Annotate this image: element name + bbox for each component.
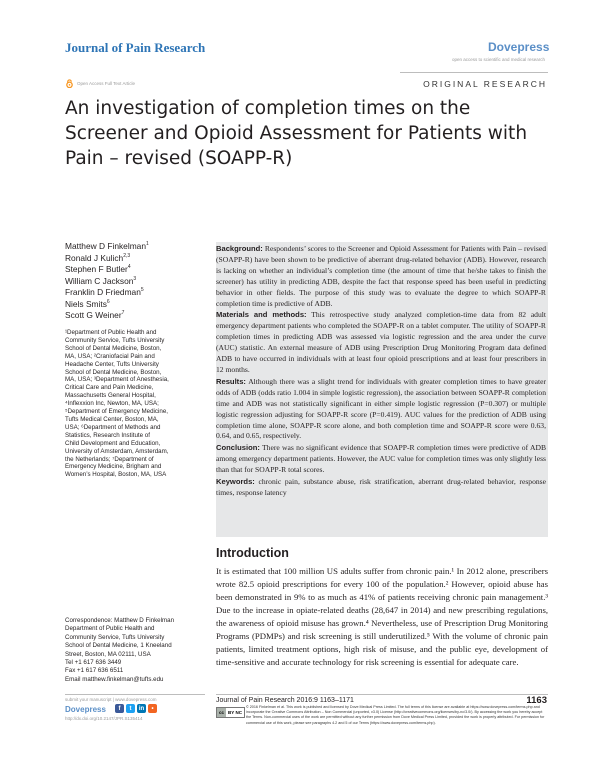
cc-icon: cc	[218, 710, 224, 715]
author-affiliation-marker: 2,3	[123, 252, 131, 259]
rss-icon[interactable]: •	[148, 704, 157, 713]
author-affiliation-marker: 5	[140, 287, 144, 294]
header-rule	[400, 72, 548, 73]
correspondence-line: Tel +1 617 636 3449	[65, 659, 122, 667]
open-access-lock-icon	[65, 79, 74, 88]
affiliation-line: MA, USA; ³Department of Anesthesia,	[65, 376, 169, 384]
author-affiliation-marker: 1	[146, 241, 149, 248]
keywords-text: chronic pain, substance abuse, risk stratification, aberrant drug-related behavior, response times, response latency	[216, 477, 546, 497]
footer-dovepress-logo: Dovepress	[65, 705, 106, 714]
submit-manuscript-link[interactable]: submit your manuscript | www.dovepress.com	[65, 697, 157, 702]
conclusion-text: There was no significant evidence that SOAPP-R completion times were predictive of ADB among emergency department patients. However, the AUC value for completion times was only slightly less than that for SOAPP-R total scores.	[216, 443, 547, 475]
publisher-logo: Dovepress	[488, 40, 550, 54]
author-name: William C Jackson$^3$	[65, 275, 137, 286]
affiliation-line: ¹Department of Public Health and	[65, 329, 157, 336]
journal-name: Journal of Pain Research	[65, 40, 206, 55]
author-name: Matthew D Finkelman$^1$	[65, 241, 149, 251]
introduction-body: It is estimated that 100 million US adults suffer from chronic pain.¹ In 2012 alone, prescribers wrote 82.5 opioid prescriptions for every 100 of the population.² However, opioid abuse has been demonstrated in 9% to as much as 41% of patients receiving chronic pain management.³ Due to the increase in opiate-related deaths (28,647 in 2014) and new prescribing regulations, the awareness of opioid misuse has grown.⁴ Nevertheless, use of Prescription Drug Monitoring Programs (PDMPs) and risk screening is still underutilized.⁵ With the volume of chronic pain patients, limited treatment options, high risk of misuse, and the public eye, development of time-sensitive and accurate technology for risk screening is essential for adequate care.	[216, 566, 548, 667]
affiliation-line: Women’s Hospital, Boston, MA, USA	[65, 471, 167, 479]
affiliation-line: Emergency Medicine, Brigham and	[65, 463, 162, 471]
background-text: Respondents’ scores to the Screener and Opioid Assessment for Patients with Pain – revised (SOAPP-R) have been shown to be predictive of aberrant drug-related behavior (ADB). However, research is lacking on whether an individual’s completion time (the amount of time that he/she takes to finish the screener) has utility in predicting ADB, despite the fact that response speed has been useful in predicting behavior in other fields. The purpose of this study was to evaluate the degree to which SOAPP-R completion time is predictive of ADB.	[216, 244, 546, 308]
abstract-conclusion	[216, 443, 546, 476]
doi-link[interactable]: http://dx.doi.org/10.2147/JPR.S135414	[65, 716, 143, 721]
page-number: 1163	[526, 695, 547, 706]
affiliation-line: the Netherlands; ⁷Department of	[65, 455, 154, 463]
cc-license-badge[interactable]	[216, 707, 245, 718]
affiliation-line: University of Amsterdam, Amsterdam,	[65, 447, 169, 455]
conclusion-label: Conclusion:	[216, 443, 260, 453]
methods-text: This retrospective study analyzed completion-time data from 82 adult emergency department patients who completed the SOAPP-R on a tablet computer. The utility of SOAPP-R completion times in predicting ADB was assessed via logistic regression and the area under the curve (AUC) statistic. An external measure of ADB using Prescription Drug Monitoring Program data defined ADB to have occurred in individuals with at least four opioid prescriptions and at least four prescribers in 12 months.	[216, 310, 546, 374]
correspondence-line: Community Service, Tufts University	[65, 633, 165, 641]
author-affiliation-marker: 3	[133, 275, 137, 282]
facebook-icon[interactable]: f	[115, 704, 124, 713]
social-icons	[115, 704, 157, 713]
affiliation-line: School of Dental Medicine, Boston,	[65, 344, 162, 352]
abstract-keywords	[216, 477, 546, 499]
author-name: Scott G Weiner$^7$	[65, 310, 125, 320]
affiliations	[65, 329, 210, 479]
license-text: © 2016 Finkelman et al. This work is published and licensed by Dove Medical Press Limited. The full terms of this license are available at https://www.dovepress.com/terms.php and incorporate the Creative Commons Attribution – Non Commercial (unported, v3.0) License (http://creativecommons.org/licenses/by-nc/3.0/). By accessing the work you hereby accept the Terms. Non-commercial uses of the work are permitted without any further permission from Dove Medical Press Limited, provided the work is properly attributed. For permission for commercial use of this work, please see paragraphs 4.2 and 5 of our Terms (https://www.dovepress.com/terms.php).	[246, 705, 545, 725]
open-access-label: Open Access Full Text Article	[77, 81, 135, 86]
affiliation-line: Child Development and Education,	[65, 439, 161, 447]
abstract-results	[216, 377, 546, 442]
affiliation-line: Critical Care and Pain Medicine,	[65, 384, 154, 392]
affiliation-line: USA; ⁶Department of Methods and	[65, 423, 161, 431]
correspondence-line: School of Dental Medicine, 1 Kneeland	[65, 642, 172, 650]
affiliation-line: Community Service, Tufts University	[65, 336, 165, 344]
footer-rule-right	[216, 694, 548, 695]
author-affiliation-marker: 4	[127, 264, 131, 271]
author-affiliation-marker: 7	[121, 310, 125, 317]
correspondence-line: Correspondence: Matthew D Finkelman	[65, 617, 175, 624]
affiliation-line: ⁴Inflexxion Inc, Newton, MA, USA;	[65, 400, 159, 408]
abstract-box	[216, 242, 548, 537]
open-access-row	[65, 79, 135, 88]
author-affiliation-marker: 6	[106, 298, 110, 305]
footer-citation: Journal of Pain Research 2016:9 1163–1171	[216, 697, 354, 704]
author-list	[65, 241, 215, 322]
correspondence-line: Street, Boston, MA 02111, USA	[65, 650, 151, 658]
footer-rule-left	[65, 694, 205, 695]
author-name: Stephen F Butler$^4$	[65, 264, 131, 274]
affiliation-line: Headache Center, Tufts University	[65, 360, 159, 368]
affiliation-line: Tufts Medical Center, Boston, MA,	[65, 415, 159, 423]
results-text: Although there was a slight trend for individuals with greater completion times to have greater odds of ADB (odds ratio 1.004 in simple logistic regression), the association between SOAPP-R completion time and ADB was not statistically significant in either simple logistic regression (P=0.307) or multiple logistic regression adjusting for SOAPP-R score (P=0.419). AUC values for the prediction of ADB using completion time alone, SOAPP-R score alone, and both completion time and SOAPP-R score were 0.63, 0.64, and 0.65, respectively.	[216, 376, 546, 441]
abstract-background	[216, 244, 546, 309]
author-name: Niels Smits$^6$	[65, 298, 110, 309]
article-type: ORIGINAL RESEARCH	[423, 79, 547, 89]
author-name: Ronald J Kulich$^{2,3}$	[65, 252, 131, 263]
introduction-heading: Introduction	[216, 546, 289, 560]
abstract-methods	[216, 310, 546, 375]
twitter-icon[interactable]: t	[126, 704, 135, 713]
correspondence-line[interactable]: Email matthew.finkelman@tufts.edu	[65, 675, 164, 683]
results-label: Results:	[216, 376, 246, 386]
methods-label: Materials and methods:	[216, 310, 307, 320]
correspondence-line: Department of Public Health and	[65, 625, 155, 633]
article-title: An investigation of completion times on the Screener and Opioid Assessment for Patients with Pain – revised (SOAPP-R)	[65, 98, 528, 169]
by-nc-icon: BY NC	[226, 708, 244, 717]
background-label: Background:	[216, 244, 263, 253]
correspondence-line: Fax +1 617 636 6511	[65, 667, 124, 675]
affiliation-line: School of Dental Medicine, Boston,	[65, 368, 162, 376]
author-name: Franklin D Friedman$^5$	[65, 287, 144, 297]
affiliation-line: Massachusetts General Hospital,	[65, 392, 156, 400]
affiliation-line: Statistics, Research Institute of	[65, 431, 150, 439]
publisher-tagline: open access to scientific and medical research	[451, 57, 545, 62]
linkedin-icon[interactable]: in	[138, 705, 145, 712]
affiliation-line: ⁵Department of Emergency Medicine,	[65, 408, 168, 416]
affiliation-line: MA, USA; ²Craniofacial Pain and	[65, 352, 155, 360]
correspondence	[65, 617, 215, 684]
keywords-label: Keywords:	[216, 477, 255, 487]
